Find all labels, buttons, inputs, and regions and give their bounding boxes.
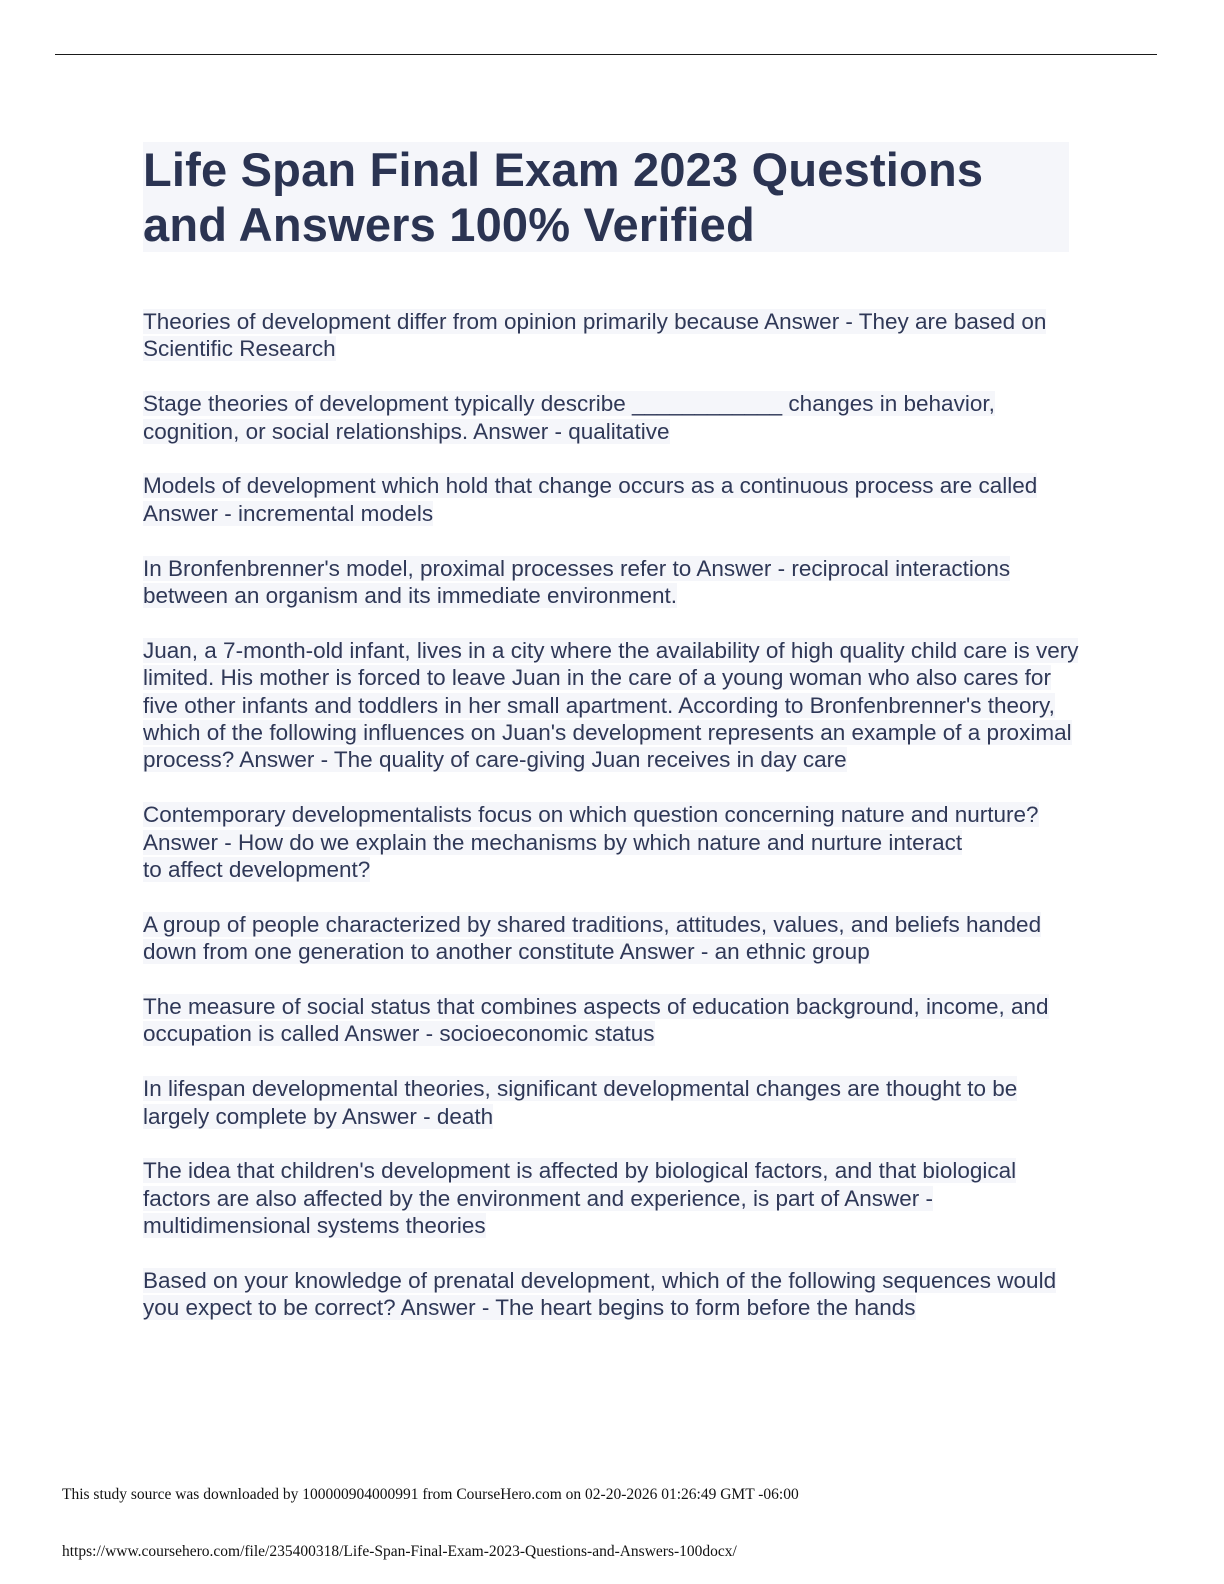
qa-item — [143, 390, 1083, 445]
qa-text: Models of development which hold that change occurs as a continuous process are called Answer - incremental models — [143, 473, 1038, 526]
document-body — [143, 142, 1083, 1349]
qa-text: In lifespan developmental theories, significant developmental changes are thought to be largely complete by Answer - death — [143, 1076, 1018, 1129]
qa-item — [143, 637, 1083, 774]
qa-text: Contemporary developmentalists focus on which question concerning nature and nurture? Answer - How do we explain the mechanisms by which nature and nurture interact to affect development? — [143, 802, 1039, 883]
qa-text: Theories of development differ from opinion primarily because Answer - They are based on Scientific Research — [143, 309, 1047, 362]
source-url-link[interactable]: https://www.coursehero.com/file/235400318/Life-Span-Final-Exam-2023-Questions-and-Answers-100docx/ — [62, 1543, 737, 1560]
top-rule — [55, 54, 1157, 55]
qa-text: Stage theories of development typically describe ____________ changes in behavior, cognition, or social relationships. Answer - qualitative — [143, 391, 995, 444]
qa-item — [143, 993, 1083, 1048]
qa-text: Based on your knowledge of prenatal development, which of the following sequences would you expect to be correct? Answer - The heart begins to form before the hands — [143, 1268, 1057, 1321]
document-title: Life Span Final Exam 2023 Questions and Answers 100% Verified — [143, 142, 1069, 252]
qa-text: In Bronfenbrenner's model, proximal processes refer to Answer - reciprocal interactions between an organism and its immediate environment. — [143, 555, 1011, 609]
qa-text: Juan, a 7-month-old infant, lives in a city where the availability of high quality child care is very limited. His mother is forced to leave Juan in the care of a young woman who also cares for five other infants and toddlers in her small apartment. According to Bronfenbrenner's theory, which of the following influences on Juan's development represents an example of a proximal process? Answer - The quality of care-giving Juan receives in day care — [143, 637, 1079, 773]
qa-item — [143, 801, 1083, 883]
qa-item — [143, 1267, 1083, 1322]
qa-item — [143, 472, 1083, 527]
qa-list — [143, 308, 1083, 1322]
qa-item — [143, 555, 1083, 610]
qa-item — [143, 1157, 1083, 1239]
qa-item — [143, 308, 1083, 363]
qa-text: The measure of social status that combines aspects of education background, income, and occupation is called Answer - socioeconomic status — [143, 994, 1049, 1047]
qa-text: The idea that children's development is affected by biological factors, and that biological factors are also affected by the environment and experience, is part of Answer - multidimensional systems theories — [143, 1158, 1017, 1239]
qa-item — [143, 1075, 1083, 1130]
qa-item — [143, 911, 1083, 966]
qa-text: A group of people characterized by shared traditions, attitudes, values, and beliefs handed down from one generation to another constitute Answer - an ethnic group — [143, 911, 1042, 965]
download-note: This study source was downloaded by 100000904000991 from CourseHero.com on 02-20-2026 01:26:49 GMT -06:00 — [62, 1486, 799, 1503]
